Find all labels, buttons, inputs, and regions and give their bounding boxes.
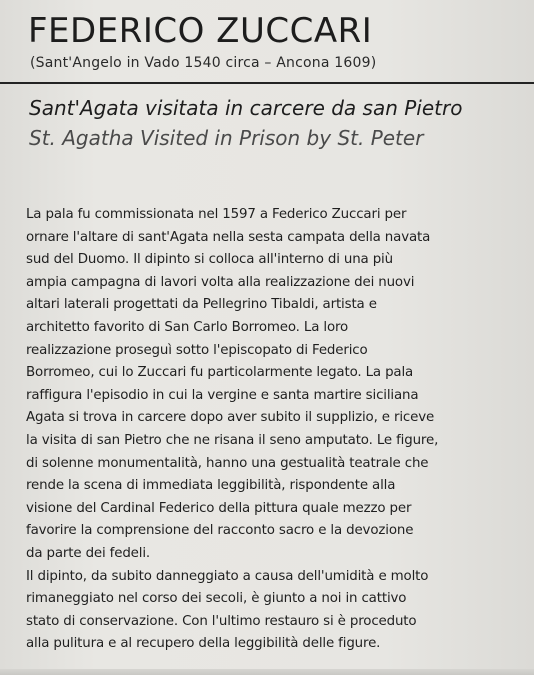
description-line: alla pulitura e al recupero della leggibilità delle figure. [26, 636, 381, 652]
description-line: favorire la comprensione del racconto sacro e la devozione [26, 523, 414, 539]
description-line: Il dipinto, da subito danneggiato a causa dell'umidità e molto [26, 568, 429, 584]
description-line: la visita di san Pietro che ne risana il seno amputato. Le figure, [26, 432, 439, 448]
description-text [26, 204, 531, 656]
description-line: architetto favorito di San Carlo Borromeo. La loro [26, 319, 349, 335]
panel-bottom-edge [0, 669, 534, 675]
description-line: stato di conservazione. Con l'ultimo restauro si è proceduto [26, 613, 417, 629]
artist-name: FEDERICO ZUCCARI [28, 11, 373, 51]
description-line: di solenne monumentalità, hanno una gestualità teatrale che [26, 455, 429, 471]
artist-dates: (Sant'Angelo in Vado 1540 circa – Ancona 1609) [30, 55, 377, 71]
description-line: ampia campagna di lavori volta alla realizzazione dei nuovi [26, 274, 415, 290]
description-line: rende la scena di immediata leggibilità, rispondente alla [26, 478, 396, 494]
description-line: da parte dei fedeli. [26, 545, 151, 561]
description-line: raffigura l'episodio in cui la vergine e santa martire siciliana [26, 387, 419, 403]
description-line: altari laterali progettati da Pellegrino Tibaldi, artista e [26, 297, 377, 313]
artwork-title-english: St. Agatha Visited in Prison by St. Peter [29, 126, 424, 150]
artwork-title-italian: Sant'Agata visitata in carcere da san Pietro [29, 96, 463, 120]
divider-line [0, 82, 534, 84]
description-line: rimaneggiato nel corso dei secoli, è giunto a noi in cattivo [26, 591, 407, 607]
description-line: Borromeo, cui lo Zuccari fu particolarmente legato. La pala [26, 365, 414, 381]
description-line: visione del Cardinal Federico della pittura quale mezzo per [26, 500, 412, 516]
description-line: sud del Duomo. Il dipinto si colloca all'interno di una più [26, 252, 393, 268]
description-line: Agata si trova in carcere dopo aver subito il supplizio, e riceve [26, 410, 435, 426]
description-line: realizzazione proseguì sotto l'episcopato di Federico [26, 342, 368, 358]
description-line: ornare l'altare di sant'Agata nella sesta campata della navata [26, 229, 431, 245]
description-line: La pala fu commissionata nel 1597 a Federico Zuccari per [26, 207, 407, 222]
